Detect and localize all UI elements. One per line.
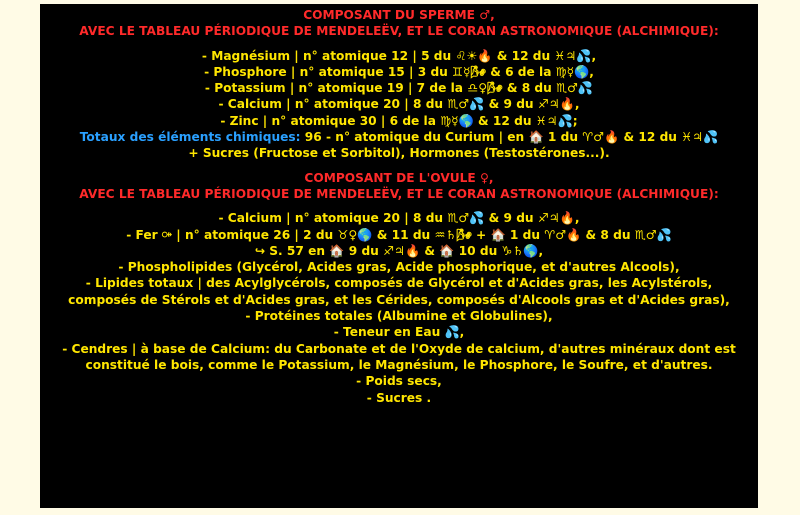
ovule-item-sourate: ↪ S. 57 en 🏠 9 du ♐♃🔥 & 🏠 10 du ♑♄🌎, — [254, 243, 544, 258]
ovule-item-lipides: - Lipides totaux | des Acylglycérols, composés de Glycérol et d'Acides gras, les Acylstérols, — [85, 276, 713, 291]
ovule-title: COMPOSANT DE L'OVULE ♀, — [304, 170, 494, 185]
sperm-extra: + Sucres (Fructose et Sorbitol), Hormones (Testostérones...). — [188, 146, 610, 161]
sperm-subtitle: AVEC LE TABLEAU PÉRIODIQUE DE MENDELEËV, ET LE CORAN ASTRONOMIQUE (ALCHIMIQUE): — [79, 24, 719, 39]
sperm-item-phosphore: - Phosphore | n° atomique 15 | 3 du ♊☿🌬 & 6 de la ♍☿🌎, — [204, 64, 594, 79]
sperm-totals-label: Totaux des éléments chimiques: — [79, 130, 301, 145]
ovule-item-cendres: - Cendres | à base de Calcium: du Carbonate et de l'Oxyde de calcium, d'autres minéraux dont est — [62, 341, 736, 356]
sperm-totals — [42, 129, 756, 145]
sperm-title: COMPOSANT DU SPERME ♂, — [303, 8, 495, 22]
ovule-item-lipides-cont: composés de Stérols et d'Acides gras, et les Cérides, composés d'Alcools gras et d'Acides gras), — [68, 292, 730, 307]
ovule-item-calcium: - Calcium | n° atomique 20 | 8 du ♏♂💦 & 9 du ♐♃🔥, — [218, 211, 580, 226]
sperm-item-potassium: - Potassium | n° atomique 19 | 7 de la ♎♀🌬 & 8 du ♏♂💦 — [204, 81, 594, 96]
ovule-item-fer: - Fer ⚩ | n° atomique 26 | 2 du ♉♀🌎 & 11 du ♒♄🌬 + 🏠 1 du ♈♂🔥 & 8 du ♏♂💦 — [126, 227, 672, 242]
sperm-item-calcium: - Calcium | n° atomique 20 | 8 du ♏♂💦 & 9 du ♐♃🔥, — [218, 97, 580, 112]
sperm-item-magnesium: - Magnésium | n° atomique 12 | 5 du ♌☀🔥 & 12 du ♓♃💦, — [201, 48, 597, 63]
sperm-item-zinc: - Zinc | n° atomique 30 | 6 de la ♍☿🌎 & 12 du ♓♃💦; — [220, 113, 578, 128]
ovule-subtitle: AVEC LE TABLEAU PÉRIODIQUE DE MENDELEËV, ET LE CORAN ASTRONOMIQUE (ALCHIMIQUE): — [79, 186, 719, 201]
ovule-item-eau: - Teneur en Eau 💦, — [333, 325, 465, 340]
ovule-item-proteines: - Protéines totales (Albumine et Globulines), — [245, 309, 553, 324]
ovule-item-sucres: - Sucres . — [366, 390, 432, 405]
composition-panel — [40, 4, 758, 508]
ovule-item-cendres-cont: constitué le bois, comme le Potassium, le Magnésium, le Phosphore, le Soufre, et d'autres. — [85, 357, 713, 372]
ovule-item-phospholipides: - Phospholipides (Glycérol, Acides gras, Acide phosphorique, et d'autres Alcools), — [118, 260, 680, 275]
sperm-totals-value: 96 - n° atomique du Curium | en 🏠 1 du ♈♂🔥 & 12 du ♓♃💦 — [300, 130, 719, 145]
ovule-item-poids: - Poids secs, — [356, 374, 442, 389]
